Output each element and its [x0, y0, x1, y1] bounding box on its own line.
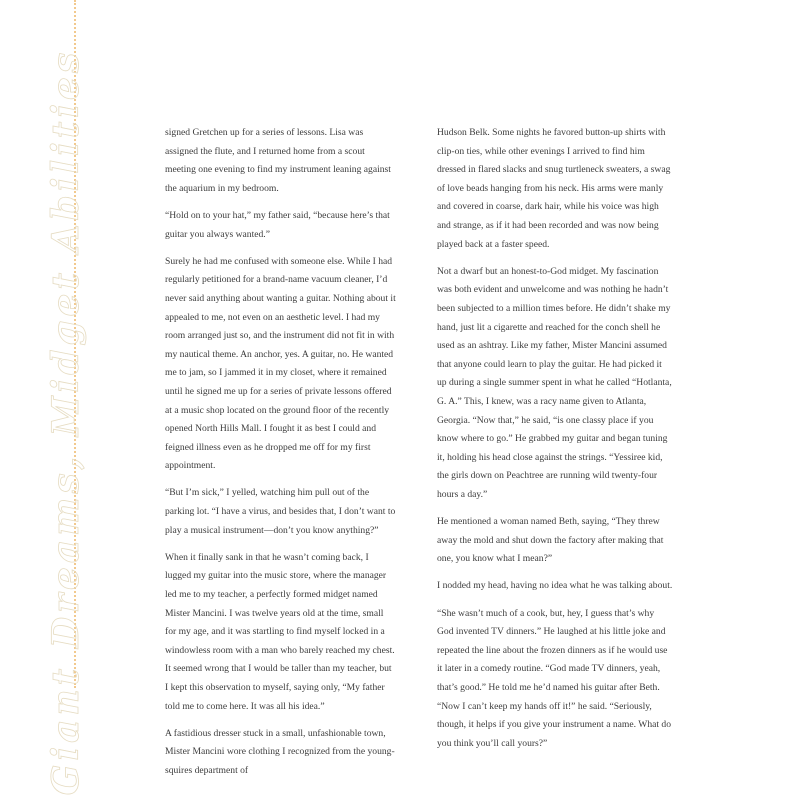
paragraph: “She wasn’t much of a cook, but, hey, I guess that’s why God invented TV dinners.” He laughed at his little joke and repeated the line about the frozen dinners as if he would use it later in a comedy routine. “God made TV dinners, yeah, that’s good.” He told me he’d named his guitar after Beth. “Now I can’t keep my hands off it!” he said. “Seriously, though, it helps if you give your instrument a name. What do you think you’ll call yours?”	[437, 607, 672, 749]
paragraph: A fastidious dresser stuck in a small, unfashionable town, Mister Mancini wore clothing I recognized from the young-squires department of	[165, 727, 395, 776]
chapter-title-text: Giant Dreams, Midget Abilities	[45, 48, 87, 795]
paragraph: Not a dwarf but an honest-to-God midget. My fascination was both evident and unwelcome and was nothing he hadn’t been subjected to a million times before. He didn’t shake my hand, just lit a cigarette and reached for the conch shell he used as an ashtray. Like my father, Mister Mancini assumed that anyone could learn to play the guitar. He had picked it up during a single summer spent in what he called “Hotlanta, G. A.” This, I knew, was a racy name given to Atlanta, Georgia. “Now that,” he said, “is one classy place if you know where to go.” He grabbed my guitar and began tuning it, holding his head close against the strings. “Yessiree kid, the girls down on Peachtree are running wild twenty-four hours a day.”	[437, 265, 672, 500]
paragraph: Hudson Belk. Some nights he favored button-up shirts with clip-on ties, while other evenings I arrived to find him dressed in flared slacks and snug turtleneck sweaters, a swag of love beads hanging from his neck. His arms were manly and covered in coarse, dark hair, while his voice was high and strange, as if it had been recorded and was now being played back at a faster speed.	[437, 127, 671, 250]
paragraph: “Hold on to your hat,” my father said, “because here’s that guitar you always wanted.”	[165, 209, 390, 240]
paragraph: I nodded my head, having no idea what he was talking about.	[437, 580, 673, 592]
paragraph: “But I’m sick,” I yelled, watching him pull out of the parking lot. “I have a virus, and besides that, I don’t want to play a musical instrument—don’t you know anything?”	[165, 487, 396, 536]
text-column-left	[165, 124, 397, 789]
paragraph: Surely he had me confused with someone else. While I had regularly petitioned for a brand-name vacuum cleaner, I’d never said anything about wanting a guitar. Nothing about it appealed to me, not even on an aesthetic level. I had my room arranged just so, and the instrument did not fit in with my nautical theme. An anchor, yes. A guitar, no. He wanted me to jam, so I jammed it in my closet, where it remained until he signed me up for a series of private lessons offered at a music shop located on the ground floor of the recently opened North Hills Mall. I fought it as best I could and feigned illness even as he dropped me off for my first appointment.	[165, 255, 396, 472]
paragraph: signed Gretchen up for a series of lessons. Lisa was assigned the flute, and I returned home from a scout meeting one evening to find my instrument leaning against the aquarium in my bedroom.	[165, 127, 391, 194]
paragraph: When it finally sank in that he wasn’t coming back, I lugged my guitar into the music store, where the manager led me to my teacher, a perfectly formed midget named Mister Mancini. I was twelve years old at the time, small for my age, and it was startling to find myself locked in a windowless room with a man who barely reached my chest. It seemed wrong that I would be taller than my teacher, but I kept this observation to myself, saying only, “My father told me to come here. It was all his idea.”	[165, 551, 395, 712]
text-column-right	[437, 124, 673, 762]
paragraph: He mentioned a woman named Beth, saying, “They threw away the mold and shut down the factory after making that one, you know what I mean?”	[437, 516, 664, 565]
